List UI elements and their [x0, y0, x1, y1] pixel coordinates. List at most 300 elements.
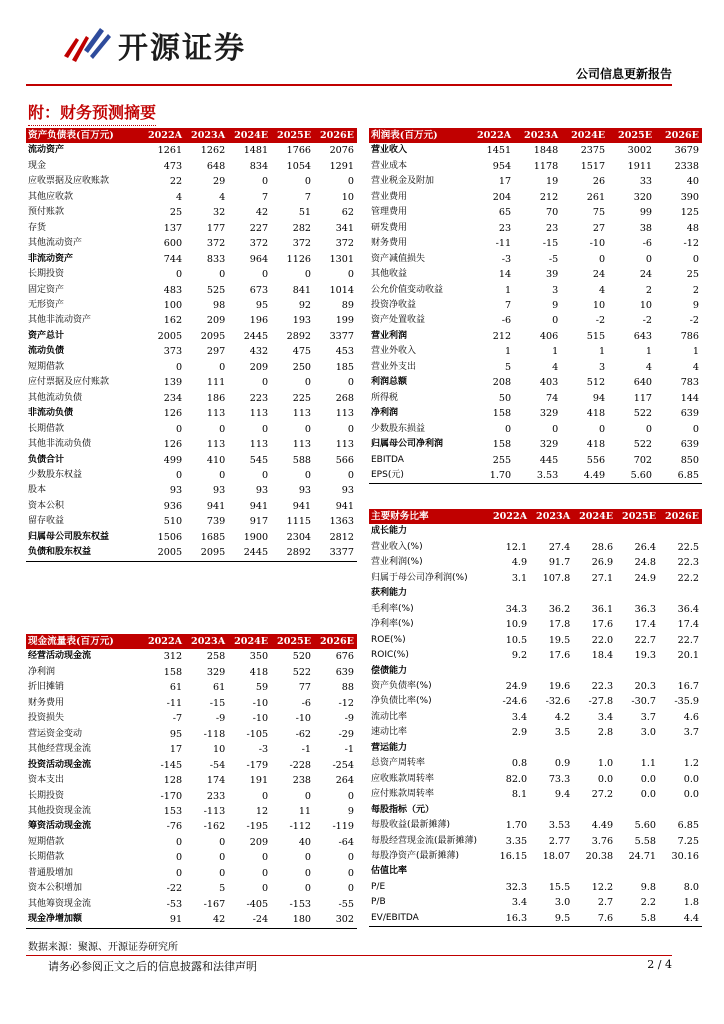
footer-divider	[26, 955, 672, 956]
cell-value: 2095	[200, 330, 226, 342]
cell-value: 268	[335, 392, 354, 404]
year-header: 2024E	[228, 634, 271, 649]
cell-value: 174	[206, 775, 226, 787]
cell-value: 9	[692, 299, 699, 311]
cell-value: 22.5	[677, 541, 699, 553]
cell-value: 22.3	[677, 557, 699, 569]
row-label: 营业成本	[371, 160, 408, 171]
cell-value: 99	[639, 207, 653, 219]
cell-value: 4	[175, 191, 183, 203]
cell-value: 1685	[200, 531, 226, 543]
cell-value: 499	[163, 454, 183, 466]
table-row	[369, 864, 702, 879]
cell-value: 91	[142, 912, 185, 928]
row-label: 负债合计	[28, 454, 65, 465]
cell-value: 0	[175, 361, 183, 373]
table-row	[369, 375, 702, 390]
cell-value: 27	[592, 222, 606, 234]
cell-value: 24.9	[634, 572, 657, 584]
cell-value: 1126	[286, 253, 312, 265]
cell-value: -22	[166, 883, 183, 895]
table-row	[26, 804, 357, 819]
cell-value: 3.0	[640, 727, 657, 739]
cell-value: -167	[203, 898, 226, 910]
row-label: 归属母公司股东权益	[28, 531, 110, 542]
cell-value: 941	[206, 500, 226, 512]
table-row	[26, 649, 357, 664]
cell-value: 0	[219, 361, 226, 373]
cell-value	[573, 664, 616, 679]
table-title: 资产负债表(百万元)	[26, 128, 142, 143]
year-header: 2025E	[271, 128, 314, 143]
cell-value: 0	[262, 867, 269, 879]
table-row	[369, 710, 702, 725]
table-row	[369, 360, 702, 375]
cell-value: 4	[645, 361, 653, 373]
cell-value	[616, 586, 659, 601]
cell-value: 26	[592, 176, 606, 188]
cell-value: 1178	[533, 160, 559, 172]
cell-value: -55	[338, 898, 354, 910]
cell-value: 88	[341, 682, 354, 694]
table-row	[26, 665, 357, 680]
cell-value: 600	[163, 238, 183, 250]
table-row	[26, 174, 357, 189]
row-label: 营业收入(%)	[371, 541, 423, 552]
table-row	[26, 236, 357, 251]
cell-value: 212	[539, 191, 559, 203]
row-label: 资产总计	[28, 330, 65, 341]
cell-value: -5	[548, 253, 559, 265]
balance-sheet-table	[26, 128, 357, 562]
page-number: 2 / 4	[647, 958, 672, 971]
row-label: 筹资活动现金流	[28, 821, 92, 832]
cell-value: 162	[163, 315, 183, 327]
cell-value: 209	[206, 315, 226, 327]
table-row	[369, 818, 702, 833]
table-row	[369, 741, 702, 756]
cell-value: 185	[335, 361, 354, 373]
year-header: 2026E	[655, 128, 702, 143]
cell-value: 648	[206, 160, 226, 172]
row-label: 财务费用	[28, 697, 65, 708]
cell-value: 3.0	[554, 897, 571, 909]
cell-value: 640	[633, 377, 653, 389]
cell-value	[573, 803, 616, 818]
cell-value: 250	[292, 361, 312, 373]
cell-value: 0	[347, 852, 354, 864]
cell-value: -64	[338, 836, 354, 848]
cell-value: -62	[295, 728, 312, 740]
cell-value: 89	[341, 299, 354, 311]
row-label: 每股收益(最新摊薄)	[371, 820, 451, 831]
cell-value: 418	[249, 666, 269, 678]
year-header: 2024E	[228, 128, 271, 143]
row-label: 营业费用	[371, 191, 408, 202]
cell-value	[487, 586, 530, 601]
row-label: 其他筹资现金流	[28, 898, 92, 909]
cell-value: 0.8	[511, 758, 528, 770]
cell-value: 26.4	[634, 541, 657, 553]
cell-value: 153	[163, 805, 183, 817]
row-label: 营运能力	[371, 742, 408, 753]
cell-value: 77	[298, 682, 312, 694]
cell-value: 113	[335, 439, 354, 451]
row-label: 留存收益	[28, 516, 65, 527]
cell-value: 1.0	[597, 758, 614, 770]
cell-value: 70	[545, 207, 559, 219]
cell-value: 0	[692, 253, 699, 265]
cell-value: 0	[304, 423, 312, 435]
table-row	[369, 849, 702, 864]
row-label: 应付账款周转率	[371, 789, 435, 800]
cell-value: -119	[332, 821, 354, 833]
row-label: 资产处置收益	[371, 315, 426, 326]
cell-value: 783	[680, 377, 699, 389]
cell-value: 0	[175, 423, 183, 435]
cell-value: 1262	[200, 145, 226, 157]
row-label: 营业利润(%)	[371, 557, 423, 568]
cell-value: 0	[552, 315, 559, 327]
cell-value: 18.07	[542, 850, 571, 862]
cell-value: 255	[492, 454, 512, 466]
cell-value: 2812	[329, 531, 354, 543]
row-label: 现金	[28, 160, 47, 171]
cell-value: 2892	[286, 330, 312, 342]
cell-value: 329	[539, 439, 559, 451]
cell-value: 320	[633, 191, 653, 203]
table-row	[369, 725, 702, 740]
cell-value: 191	[249, 775, 269, 787]
cell-value: 0.0	[683, 789, 699, 801]
cell-value: 2304	[286, 531, 312, 543]
cell-value: 9.4	[554, 789, 571, 801]
cell-value: 10	[212, 744, 226, 756]
cell-value: -145	[160, 759, 183, 771]
cell-value: 113	[335, 408, 354, 420]
cell-value	[530, 664, 573, 679]
cell-value: 4	[692, 361, 699, 373]
cell-value: 24.9	[505, 680, 528, 692]
brand-name: 开源证券	[118, 31, 246, 66]
row-label: 普通股增加	[28, 867, 74, 878]
cell-value: 4.2	[554, 711, 571, 723]
cell-value: 432	[249, 346, 269, 358]
cell-value: 372	[206, 238, 226, 250]
cell-value: 0	[347, 269, 354, 281]
cell-value: 126	[163, 408, 183, 420]
cell-value: 113	[249, 408, 269, 420]
cell-value: 14	[498, 269, 512, 281]
cell-value: 406	[539, 330, 559, 342]
cell-value: 702	[633, 454, 653, 466]
cell-value: -7	[172, 713, 183, 725]
cell-value: -29	[338, 728, 354, 740]
cell-value: 297	[206, 346, 226, 358]
cell-value	[616, 741, 659, 756]
cell-value: 512	[586, 377, 606, 389]
cell-value: 2445	[243, 330, 269, 342]
table-row	[26, 143, 357, 158]
cell-value: 10.5	[505, 634, 528, 646]
table-row	[26, 727, 357, 742]
cell-value: 9.2	[511, 650, 528, 662]
cell-value: 158	[163, 666, 183, 678]
cell-value: 8.0	[683, 881, 699, 893]
cell-value: 964	[249, 253, 269, 265]
cell-value	[487, 803, 530, 818]
cell-value: -228	[289, 759, 312, 771]
table-row	[26, 391, 357, 406]
table-row	[369, 602, 702, 617]
row-label: 资本公积增加	[28, 883, 83, 894]
table-row	[369, 159, 702, 174]
table-row	[369, 586, 702, 601]
cell-value: 4.49	[561, 468, 608, 484]
cell-value: 27.4	[548, 541, 571, 553]
cell-value: 1115	[286, 516, 312, 528]
cell-value: 0	[504, 423, 512, 435]
cell-value: 954	[492, 160, 512, 172]
income-statement-table	[369, 128, 702, 484]
cell-value: 418	[586, 408, 606, 420]
cell-value: 16.3	[487, 911, 530, 927]
cell-value: 61	[169, 682, 183, 694]
cell-value: 98	[212, 299, 226, 311]
table-row	[369, 617, 702, 632]
table-row	[369, 787, 702, 802]
cell-value: 7	[504, 299, 512, 311]
cell-value: 917	[249, 516, 269, 528]
cell-value: 36.3	[634, 603, 657, 615]
cell-value: 73.3	[548, 773, 571, 785]
table-row	[26, 897, 357, 912]
row-label: 归属于母公司净利润(%)	[371, 572, 468, 583]
table-row	[369, 252, 702, 267]
table-row	[26, 530, 357, 545]
cell-value: 418	[586, 439, 606, 451]
cell-value: 258	[206, 651, 226, 663]
row-label: 利润总额	[371, 377, 408, 388]
cell-value: 65	[498, 207, 512, 219]
cell-value: 22	[169, 176, 183, 188]
cell-value: 373	[163, 346, 183, 358]
row-label: 长期借款	[28, 852, 65, 863]
table-row	[369, 190, 702, 205]
cell-value: 3.7	[683, 727, 699, 739]
cell-value: 0	[219, 836, 226, 848]
row-label: 非流动资产	[28, 253, 74, 264]
cell-value: 19.5	[548, 634, 571, 646]
financial-ratios-table	[369, 509, 702, 927]
cell-value: 2445	[228, 545, 271, 561]
table-row	[369, 143, 702, 158]
cell-value: 1	[645, 346, 653, 358]
cell-value: 36.4	[677, 603, 699, 615]
cell-value: 0	[262, 377, 269, 389]
cell-value: 137	[163, 222, 183, 234]
brand-logo	[60, 26, 246, 64]
cell-value: 17.8	[548, 619, 571, 631]
year-header: 2022A	[487, 509, 530, 524]
cell-value: 372	[292, 238, 312, 250]
cell-value: 341	[335, 222, 354, 234]
cell-value: 941	[292, 500, 312, 512]
cell-value: -10	[589, 238, 606, 250]
row-label: 营业利润	[371, 330, 408, 341]
cell-value: 0	[262, 423, 269, 435]
cell-value: 2.9	[511, 727, 528, 739]
row-label: 投资活动现金流	[28, 759, 92, 770]
cell-value: -32.6	[545, 696, 571, 708]
year-header: 2025E	[616, 509, 659, 524]
row-label: 应收账款周转率	[371, 773, 435, 784]
row-label: 其他非流动负债	[28, 439, 92, 450]
cell-value: 19.3	[634, 650, 657, 662]
cell-value: 329	[206, 666, 226, 678]
cell-value: 0	[175, 469, 183, 481]
cell-value: 193	[292, 315, 312, 327]
table-row	[369, 911, 702, 927]
table-row	[369, 756, 702, 771]
data-source: 数据来源：聚源、开源证券研究所	[28, 942, 178, 953]
cell-value: 0	[304, 852, 312, 864]
cell-value: 50	[498, 392, 512, 404]
row-label: 研发费用	[371, 222, 408, 233]
cell-value: 36.1	[591, 603, 614, 615]
row-label: 成长能力	[371, 526, 408, 537]
cell-value: 0	[219, 269, 226, 281]
cell-value: -113	[203, 805, 226, 817]
cell-value	[573, 741, 616, 756]
cell-value: 445	[539, 454, 559, 466]
row-label: 财务费用	[371, 238, 408, 249]
cell-value: 1.70	[505, 820, 528, 832]
row-label: 应付票据及应付账款	[28, 377, 110, 388]
table-row	[26, 773, 357, 788]
cell-value: 483	[163, 284, 183, 296]
cell-value: 22.7	[677, 634, 699, 646]
cell-value	[530, 803, 573, 818]
cell-value: 264	[335, 775, 354, 787]
cell-value: 100	[163, 299, 183, 311]
cell-value: 4	[599, 284, 606, 296]
cell-value: 12	[255, 805, 269, 817]
cell-value: -54	[209, 759, 226, 771]
cell-value: 5.60	[608, 468, 655, 484]
row-label: 其他投资现金流	[28, 805, 92, 816]
year-header: 2025E	[608, 128, 655, 143]
cell-value	[573, 586, 616, 601]
cell-value: -118	[203, 728, 226, 740]
cell-value: 1291	[329, 160, 354, 172]
cell-value: 510	[163, 516, 183, 528]
cell-value: -9	[344, 713, 354, 725]
cell-value: -105	[246, 728, 269, 740]
row-label: 归属母公司净利润	[371, 439, 444, 450]
table-row	[26, 159, 357, 174]
cell-value: 0	[347, 883, 354, 895]
cell-value: 234	[163, 392, 183, 404]
cell-value: 3.4	[597, 711, 614, 723]
cell-value: -11	[166, 697, 183, 709]
table-row	[369, 468, 702, 484]
cell-value: -3	[501, 253, 512, 265]
table-row	[26, 835, 357, 850]
cell-value: 61	[212, 682, 226, 694]
row-label: 管理费用	[371, 207, 408, 218]
cell-value: 74	[545, 392, 559, 404]
cell-value: 522	[633, 408, 653, 420]
cell-value: 520	[292, 651, 312, 663]
cell-value: 93	[341, 485, 354, 497]
cell-value: 5.60	[634, 820, 657, 832]
cell-value	[659, 741, 702, 756]
row-label: 资本支出	[28, 775, 65, 786]
cell-value: -35.9	[674, 696, 699, 708]
row-label: 营业税金及附加	[371, 176, 435, 187]
cell-value: -195	[246, 821, 269, 833]
cell-value: 22.3	[591, 680, 614, 692]
table-header-row	[369, 509, 702, 524]
cell-value: 850	[680, 454, 699, 466]
cell-value: 38	[639, 222, 653, 234]
cell-value: 51	[298, 207, 312, 219]
cell-value	[487, 664, 530, 679]
row-label: 资产负债率(%)	[371, 680, 432, 691]
row-label: 每股指标（元）	[371, 804, 435, 815]
cell-value: 10	[592, 299, 606, 311]
cell-value: 1.8	[683, 897, 699, 909]
cell-value: 9.5	[530, 911, 573, 927]
table-row	[369, 633, 702, 648]
row-label: 预付账款	[28, 207, 65, 218]
cell-value	[487, 524, 530, 539]
cell-value: 3377	[329, 330, 354, 342]
cell-value: 0	[304, 176, 312, 188]
cell-value: 1	[504, 346, 512, 358]
cell-value: 22.0	[591, 634, 614, 646]
cell-value: -10	[252, 713, 269, 725]
cell-value: 1911	[627, 160, 653, 172]
year-header: 2024E	[573, 509, 616, 524]
cell-value: 2076	[329, 145, 354, 157]
cell-value: 93	[255, 485, 269, 497]
cell-value: 0	[262, 469, 269, 481]
cell-value: 15.5	[548, 881, 571, 893]
table-header-row	[26, 634, 357, 649]
cell-value: 196	[249, 315, 269, 327]
table-row	[26, 221, 357, 236]
cell-value: 1054	[286, 160, 312, 172]
table-row	[369, 895, 702, 910]
table-row	[26, 514, 357, 529]
table-row	[26, 758, 357, 773]
table-row	[26, 313, 357, 328]
row-label: 经营活动现金流	[28, 651, 92, 662]
table-row	[26, 267, 357, 282]
cell-value: 834	[249, 160, 269, 172]
table-title: 现金流量表(百万元)	[26, 634, 142, 649]
cell-value: 91.7	[548, 557, 571, 569]
cell-value: 128	[163, 775, 183, 787]
cell-value	[616, 664, 659, 679]
row-label: 流动比率	[371, 711, 408, 722]
row-label: 其他收益	[371, 269, 408, 280]
cell-value: 0	[645, 253, 653, 265]
table-row	[26, 912, 357, 928]
year-header: 2026E	[659, 509, 702, 524]
